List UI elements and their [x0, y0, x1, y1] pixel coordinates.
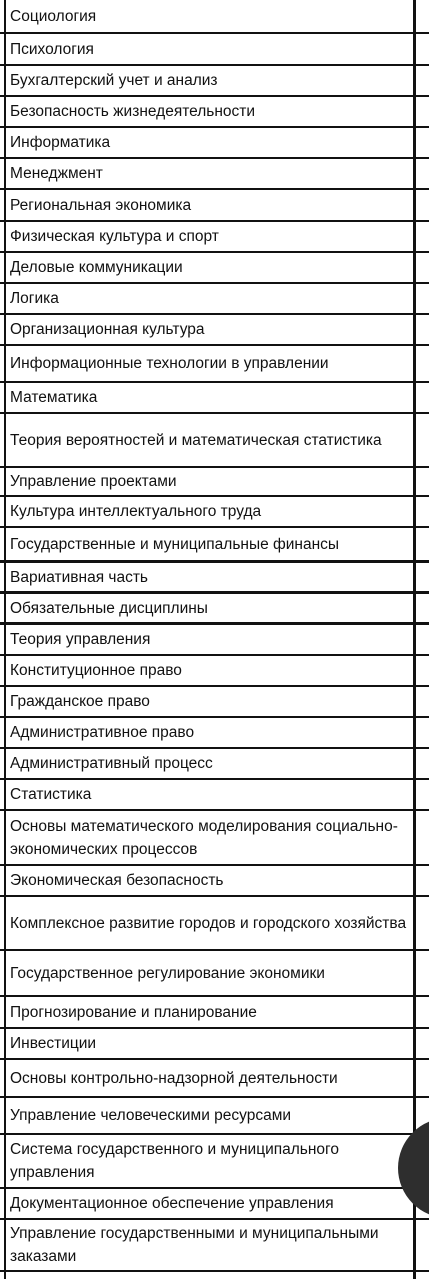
table-row — [0, 811, 429, 866]
discipline-name: Социология — [10, 7, 97, 25]
discipline-name: Конституционное право — [10, 662, 182, 679]
table-row — [0, 1135, 429, 1189]
discipline-name: Организационная культура — [10, 321, 205, 338]
table-row — [0, 1220, 429, 1272]
table-row — [0, 594, 429, 625]
discipline-name: Логика — [10, 290, 59, 307]
discipline-name: Комплексное развитие городов и городского хозяйства — [10, 914, 407, 932]
table-row — [0, 749, 429, 780]
table-row — [0, 718, 429, 749]
table-row — [0, 0, 429, 34]
table-row — [0, 159, 429, 190]
table-row — [0, 656, 429, 687]
table-row — [0, 97, 429, 128]
discipline-name: Система государственного и муниципального управления — [10, 1141, 339, 1181]
table-row — [0, 346, 429, 383]
discipline-name: Административный процесс — [10, 755, 213, 772]
discipline-name: Математика — [10, 389, 98, 406]
discipline-name: Информационные технологии в управлении — [10, 355, 329, 372]
table-row — [0, 528, 429, 563]
table-left-border — [4, 0, 6, 1279]
discipline-name: Безопасность жизнедеятельности — [10, 103, 256, 120]
discipline-name: Теория вероятностей и математическая статистика — [10, 431, 382, 449]
table-row — [0, 687, 429, 718]
discipline-name: Региональная экономика — [10, 196, 192, 214]
table-row — [0, 780, 429, 811]
table-row — [0, 951, 429, 997]
table-row — [0, 866, 429, 897]
discipline-name: Обязательные дисциплины — [10, 599, 208, 617]
discipline-name: Управление государственными и муниципальными заказами — [10, 1225, 379, 1265]
discipline-name: Теория управления — [10, 631, 151, 648]
table-row — [0, 1189, 429, 1220]
table-row — [0, 222, 429, 253]
table-row — [0, 190, 429, 222]
discipline-name: Культура интеллектуального труда — [10, 503, 262, 520]
table-row — [0, 284, 429, 315]
discipline-name: Основы контрольно-надзорной деятельности — [10, 1069, 338, 1087]
discipline-name: Вариативная часть — [10, 568, 149, 586]
discipline-name: Информатика — [10, 134, 111, 151]
table-row — [0, 34, 429, 66]
discipline-name: Инвестиции — [10, 1035, 97, 1052]
table-row — [0, 497, 429, 528]
table-row — [0, 468, 429, 497]
discipline-name: Документационное обеспечение управления — [10, 1195, 334, 1212]
table-right-border — [413, 0, 416, 1279]
discipline-name: Бухгалтерский учет и анализ — [10, 72, 218, 89]
discipline-name: Прогнозирование и планирование — [10, 1003, 257, 1021]
discipline-name: Административное право — [10, 724, 195, 741]
table-row — [0, 1098, 429, 1135]
discipline-name: Менеджмент — [10, 165, 103, 182]
table-row — [0, 128, 429, 159]
discipline-name: Деловые коммуникации — [10, 259, 183, 276]
discipline-name: Гражданское право — [10, 693, 150, 710]
discipline-name: Управление проектами — [10, 473, 177, 490]
discipline-name: Статистика — [10, 786, 92, 803]
discipline-name: Физическая культура и спорт — [10, 228, 219, 245]
table-row — [0, 253, 429, 284]
discipline-name: Психология — [10, 40, 94, 58]
discipline-name: Государственные и муниципальные финансы — [10, 535, 340, 553]
table-row — [0, 625, 429, 656]
table-row — [0, 897, 429, 951]
table-row — [0, 315, 429, 346]
table-row — [0, 66, 429, 97]
discipline-name: Основы математического моделирования социально-экономических процессов — [10, 817, 398, 858]
table-row — [0, 997, 429, 1029]
table-row — [0, 563, 429, 594]
discipline-name: Экономическая безопасность — [10, 872, 224, 889]
table-row — [0, 1029, 429, 1060]
discipline-name: Управление человеческими ресурсами — [10, 1107, 292, 1124]
discipline-name: Государственное регулирование экономики — [10, 964, 325, 982]
table-row — [0, 414, 429, 468]
table-row — [0, 1060, 429, 1098]
table-row — [0, 383, 429, 414]
